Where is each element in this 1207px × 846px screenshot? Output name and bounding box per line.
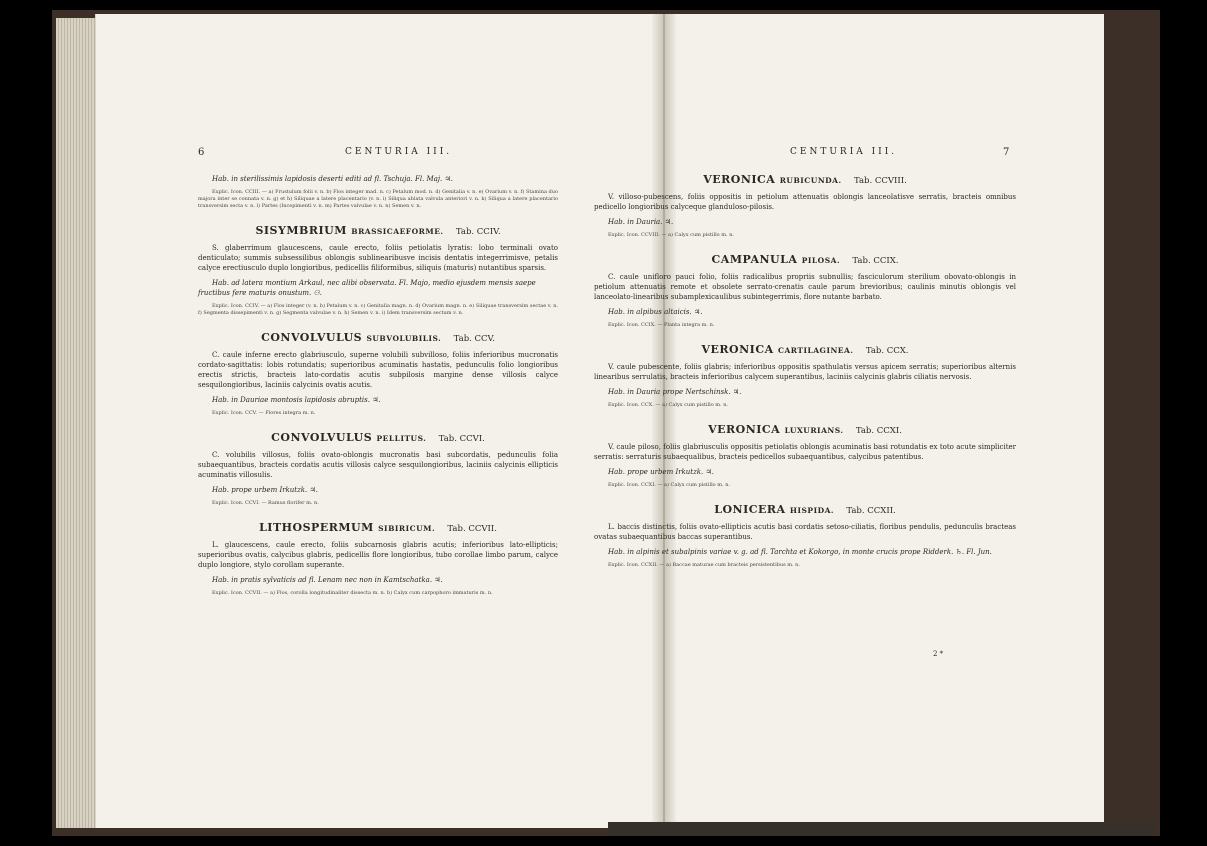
habitat: Hab. in Dauria. ♃. [608,218,674,226]
diagnosis: C. volubilis villosus, foliis ovato-oblongis mucronatis basi subcordatis, pedunculis folia subaequantibus, bracteis cordatis acutis villosis calyce sesquilongioribus, laciniis calycinis ellipticis acuminatis villosulis. [198,451,558,479]
cover-bottom-edge [608,822,1154,836]
plate-number: Tab. CCXI. [855,426,902,436]
genus: VERONICA [708,423,781,436]
entry-title [198,431,558,444]
epithet: CARTILAGINEA. [777,346,854,355]
right-page-header: CENTURIA III. [790,147,898,157]
plate-explanation: Explic. Icon. CCV. — Flores integra m. n. [212,410,316,416]
epithet: RUBICUNDA. [779,176,842,185]
habitat: Hab. in alpinis et subalpinis variae v. g. ad fl. Tarchta et Kokorgo, in monte crucis prope Ridderk. ♄. Fl. Jun. [608,548,992,556]
diagnosis: V. caule piloso, foliis glabriusculis oppositis petiolatis oblongis acuminatis basi rotundatis ex toto acute simpliciter serratis: serraturis subaequalibus, bracteis pedicellos subaequantibus, calycibus patentibus. [594,443,1016,461]
entry-veronica-luxurians [594,423,1016,489]
diagnosis: L. baccis distinctis, foliis ovato-ellipticis acutis basi cordatis setoso-ciliatis, floribus pendulis, pedunculis bracteas ovatas subaequantibus baccas superantibus. [594,523,1016,541]
plate-explanation: Explic. Icon. CCIX. — Planta integra m. n. [608,322,715,328]
entry-title [198,224,558,237]
epithet: BRASSICAEFORME. [351,227,444,236]
plate-explanation: Explic. Icon. CCVI. — Ramus florifer m. n. [212,500,319,506]
entry-veronica-rubicunda [594,173,1016,239]
right-page-number: 7 [1003,147,1010,158]
habitat: Hab. in pratis sylvaticis ad fl. Lenam nec non in Kamtschatka. ♃. [212,576,443,584]
habitat: Hab. prope urbem Irkutzk. ♃. [608,468,714,476]
genus: CONVOLVULUS [261,331,363,344]
habitat: Hab. in Dauria prope Nertschinsk. ♃. [608,388,742,396]
entry-title [198,521,558,534]
habitat: Hab. in Dauriae montosis lapidosis abruptis. ♃. [212,396,381,404]
epithet: SUBVOLUBILIS. [366,334,442,343]
entry-title [594,343,1016,356]
diagnosis: V. villoso-pubescens, foliis oppositis in petiolum attenuatis oblongis lanceolatisve serratis, bracteis omnibus pedicello longioribus calyceque glanduloso-pilosis. [594,193,1016,211]
plate-number: Tab. CCIV. [455,227,501,237]
page-edges [56,18,96,828]
continuation-explanation: Explic. Icon. CCIII. — a) Frustulum folii v. n. b) Flos integer mad. n. c) Petalum mod. n. d) Genitalia v. n. e) Ovarium v. n. f) Stamina duo majora inter se connata v. n. g) et h) Siliquae a latere placentario (v. n. i) Siliqua ablata valvula anteriori v. n. k) Siliqua a latere placentario transversim secta v. n. l) Partes (Incepimenti v. n. m) Partes valvulae v. n. n) Semen v. n. [198,189,558,209]
right-page-text [594,173,1016,583]
entry-lithospermum-sibiricum [198,521,558,597]
entry-veronica-cartilaginea [594,343,1016,409]
entry-convolvulus-pellitus [198,431,558,507]
continuation-habitat: Hab. in sterilissimis lapidosis deserti editi ad fl. Tschuja. Fl. Maj. ♃. [212,175,453,183]
diagnosis: C. caule unifloro pauci folio, foliis radicalibus propriis subnullis; fasciculorum sterilium obovato-oblongis in petiolum attenuatis remote et obsolete serrato-crenatis caule parum brevioribus; caulinis minutis oblongis vel lanceolato-linearibus subamplexicaulibus subintegerrimis, flore nutante barbato. [594,273,1016,301]
entry-convolvulus-subvolubilis [198,331,558,417]
plate-number: Tab. CCVI. [438,434,485,444]
genus: VERONICA [701,343,774,356]
habitat: Hab. prope urbem Irkutzk. ♃. [212,486,318,494]
epithet: PILOSA. [801,256,841,265]
plate-number: Tab. CCVIII. [853,176,907,186]
plate-explanation: Explic. Icon. CCVIII. — a) Calyx cum pistillo m. n. [608,232,735,238]
plate-number: Tab. CCIX. [852,256,899,266]
genus: CAMPANULA [711,253,798,266]
epithet: PELLITUS. [376,434,427,443]
left-page-text [198,174,558,611]
genus: SISYMBRIUM [255,224,347,237]
genus: CONVOLVULUS [271,431,373,444]
entry-sisymbrium-brassicaeforme [198,224,558,317]
entry-title [594,173,1016,186]
plate-number: Tab. CCXII. [846,506,896,516]
entry-title [198,331,558,344]
epithet: LUXURIANS. [784,426,844,435]
diagnosis: C. caule inferne erecto glabriusculo, superne volubili subvilloso, foliis inferioribus mucronatis cordato-sagittatis: lobis rotundatis; superioribus acuminatis hastatis, pedunculis folio longioribus erectis strictis, bracteis lato-cordatis acutis subpilosis margine dense villosis calyce sesquilongioribus, laciniis calycinis ovatis acutis. [198,351,558,389]
epithet: SIBIRICUM. [378,524,436,533]
entry-campanula-pilosa [594,253,1016,329]
habitat: Hab. ad latera montium Arkaul, nec alibi observata. Fl. Majo, medio ejusdem mensis saepe fructibus fere maturis onustum. ⚇. [198,279,536,297]
left-page-number: 6 [198,147,205,158]
printer-signature: 2 * [933,650,944,658]
diagnosis: L. glaucescens, caule erecto, foliis subcarnosis glabris acutis; inferioribus lato-ellipticis; superioribus ovatis, calycibus glabris, pedicellis flore longioribus, tubo corollae limbo parum, calyce duplo longiore, stylo corollam superante. [198,541,558,569]
plate-number: Tab. CCVII. [447,524,497,534]
entry-title [594,253,1016,266]
plate-number: Tab. CCX. [865,346,909,356]
habitat: Hab. in alpibus altaicis. ♃. [608,308,703,316]
plate-explanation: Explic. Icon. CCX. — a) Calyx cum pistillo m. n. [608,402,729,408]
plate-number: Tab. CCV. [453,334,495,344]
entry-title [594,503,1016,516]
left-page-header: CENTURIA III. [345,147,453,157]
diagnosis: S. glaberrimum glaucescens, caule erecto, foliis petiolatis lyratis: lobo terminali ovato denticulato; summis subsessilibus oblongis sublinearibusve incisis dentatis integerrimisve, petalis calyce erectiusculo duplo longioribus, pedicellis filiformibus, siliquis (maturis) nutantibus sparsis. [198,244,558,272]
plate-explanation: Explic. Icon. CCIV. — a) Flos integer (v. n. b) Petalum v. n. c) Genitalia magn. n. d) Ovarium magn. n. e) Siliquae transversim sectae v. n. f) Segmenta dissepimenti v. n. g) Segmenta valvulae v. n. h) Semen v. n. i) Idem transversim sectum v. n. [198,303,558,316]
diagnosis: V. caule pubescente, foliis glabris; inferioribus oppositis spathulatis versus apicem serratis; superioribus alternis linearibus serrulatis, bracteis inferioribus calycem superantibus, laciniis calycinis glabris ciliatis nervosis. [594,363,1016,381]
plate-explanation: Explic. Icon. CCVII. — a) Flos, corolla longitudinaliter dissecta m. n. b) Calyx cum carpophoro immaturis m. n. [212,590,493,596]
plate-explanation: Explic. Icon. CCXI. — a) Calyx cum pistillo m. n. [608,482,730,488]
genus: LITHOSPERMUM [259,521,374,534]
entry-title [594,423,1016,436]
epithet: HISPIDA. [789,506,835,515]
genus: VERONICA [703,173,776,186]
entry-lonicera-hispida [594,503,1016,569]
genus: LONICERA [714,503,786,516]
plate-explanation: Explic. Icon. CCXII. — a) Baccae maturae cum bracteis persistentibus m. n. [608,562,800,568]
